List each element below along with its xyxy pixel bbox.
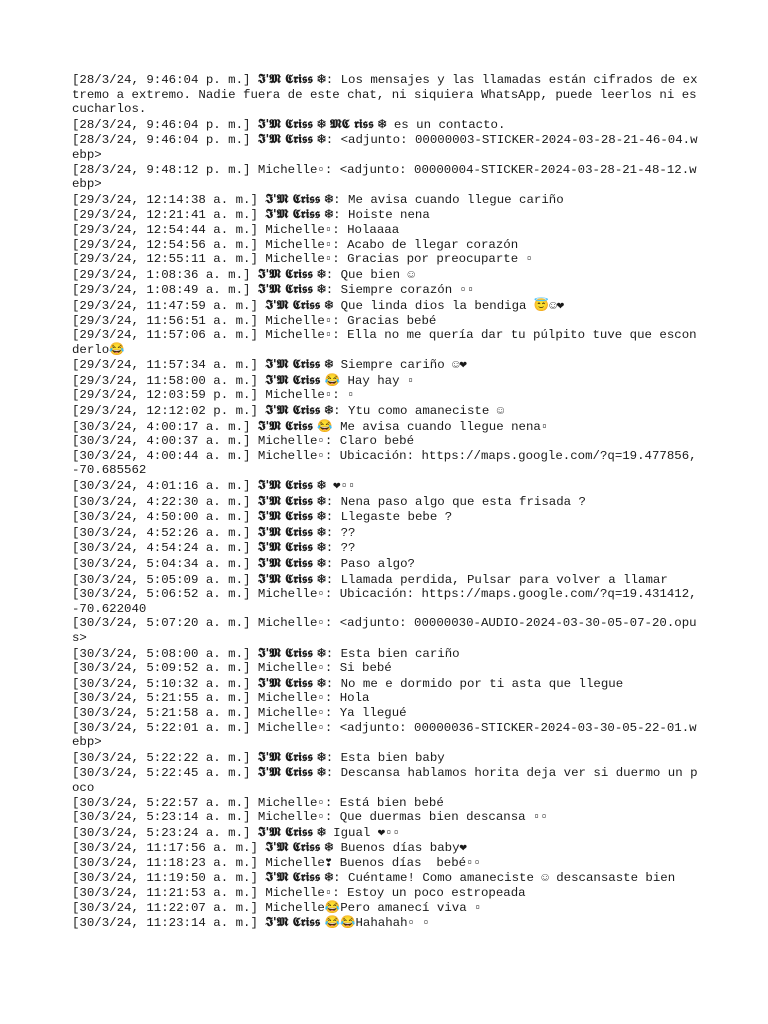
chat-line <box>72 825 702 841</box>
message-timestamp: [28/3/24, 9:46:04 p. m.] <box>72 133 251 148</box>
message-timestamp: [30/3/24, 11:22:07 a. m.] <box>72 900 258 915</box>
sender-name: 𝕴'𝕸 𝕮𝖗𝖎𝖘𝖘 ❄ <box>257 281 326 297</box>
chat-line <box>72 796 702 811</box>
message-timestamp: [30/3/24, 5:06:52 a. m.] <box>72 587 251 602</box>
sender-name: 𝕴'𝕸 𝕮𝖗𝖎𝖘𝖘 ❄ <box>257 748 326 764</box>
message-text: : ?? <box>325 525 356 540</box>
message-text: : Llamada perdida, Pulsar para volver a llamar <box>325 572 668 587</box>
message-text: Que linda dios la bendiga 😇☺❤ <box>333 298 565 313</box>
chat-line <box>72 132 702 162</box>
sender-name: 𝕴'𝕸 𝕮𝖗𝖎𝖘𝖘 ❄ <box>265 296 334 312</box>
chat-line <box>72 810 702 825</box>
chat-line <box>72 298 702 314</box>
sender-name: 𝕴'𝕸 𝕮𝖗𝖎𝖘𝖘 ❄ <box>257 508 326 524</box>
chat-line <box>72 419 702 435</box>
message-timestamp: [29/3/24, 1:08:36 a. m.] <box>72 267 251 282</box>
message-timestamp: [30/3/24, 5:04:34 a. m.] <box>72 557 251 571</box>
message-timestamp: [30/3/24, 4:00:37 a. m.] <box>72 434 251 449</box>
message-text: : <adjunto: 00000003-STICKER-2024-03-28-21-46-04.webp> <box>72 133 698 162</box>
sender-name: 𝕴'𝕸 𝕮𝖗𝖎𝖘𝖘 ❄ <box>265 190 334 206</box>
message-text: : ?? <box>325 541 356 556</box>
message-timestamp: [30/3/24, 11:18:23 a. m.] <box>72 855 258 870</box>
message-timestamp: [30/3/24, 5:21:58 a. m.] <box>72 705 251 720</box>
chat-line <box>72 750 702 766</box>
sender-name: 𝕴'𝕸 𝕮𝖗𝖎𝖘𝖘 ❄ <box>257 477 326 493</box>
message-timestamp: [29/3/24, 12:21:41 a. m.] <box>72 208 258 223</box>
chat-line <box>72 357 702 373</box>
message-text: Michelle▫: <adjunto: 00000004-STICKER-2024-03-28-21-48-12.webp> <box>72 162 697 192</box>
sender-name: 𝕴'𝕸 𝕮𝖗𝖎𝖘𝖘 ❄ <box>257 71 326 86</box>
message-text: Michelle▫: Holaaaa <box>265 222 400 237</box>
message-text: : Esta bien baby <box>325 750 445 765</box>
message-timestamp: [29/3/24, 11:58:00 a. m.] <box>72 373 258 388</box>
chat-line <box>72 117 702 133</box>
message-timestamp: [28/3/24, 9:48:12 p. m.] <box>72 162 251 177</box>
message-timestamp: [29/3/24, 11:56:51 a. m.] <box>72 313 258 328</box>
chat-line <box>72 525 702 541</box>
message-timestamp: [30/3/24, 11:21:53 a. m.] <box>72 886 258 901</box>
message-timestamp: [29/3/24, 12:12:02 p. m.] <box>72 404 258 419</box>
message-timestamp: [29/3/24, 12:55:11 a. m.] <box>72 252 258 267</box>
message-text: : Siempre corazón ▫▫ <box>325 283 475 298</box>
message-text: Michelle▫: Ubicación: https://maps.google.com/?q=19.431412,-70.622040 <box>72 587 697 616</box>
message-text: Michelle▫: Gracias bebé <box>265 313 437 328</box>
message-text: Michelle▫: Ya llegué <box>257 705 407 720</box>
chat-line <box>72 434 702 449</box>
message-text: Michelle▫: Claro bebé <box>257 434 415 449</box>
chat-line <box>72 886 702 901</box>
sender-name: 𝕴'𝕸 𝕮𝖗𝖎𝖘𝖘 ❄ <box>257 492 326 508</box>
message-text: Michelle▫: Hola <box>257 691 370 706</box>
message-timestamp: [30/3/24, 5:22:01 a. m.] <box>72 720 251 735</box>
message-text: Siempre cariño ☺❤ <box>333 358 468 373</box>
message-text: : Los mensajes y las llamadas están cifrados de extremo a extremo. Nadie fuera de este chat, ni siquiera WhatsApp, puede leerlos ni escucharlos. <box>72 73 698 117</box>
chat-line <box>72 328 702 357</box>
message-text: : Llegaste bebe ? <box>325 510 453 525</box>
chat-line <box>72 706 702 721</box>
message-text: Michelle▫: Está bien bebé <box>257 795 444 810</box>
sender-name: 𝕴'𝕸 𝕮𝖗𝖎𝖘𝖘 ❄ <box>257 523 326 539</box>
message-timestamp: [29/3/24, 11:57:06 a. m.] <box>72 328 258 343</box>
message-timestamp: [30/3/24, 5:23:14 a. m.] <box>72 810 251 825</box>
message-timestamp: [30/3/24, 4:00:17 a. m.] <box>72 419 251 434</box>
message-timestamp: [29/3/24, 11:47:59 a. m.] <box>72 298 258 313</box>
chat-line <box>72 267 702 283</box>
chat-line <box>72 449 702 478</box>
message-timestamp: [30/3/24, 11:19:50 a. m.] <box>72 871 258 886</box>
message-timestamp: [30/3/24, 5:23:24 a. m.] <box>72 825 251 840</box>
message-timestamp: [30/3/24, 4:01:16 a. m.] <box>72 479 251 494</box>
chat-line <box>72 915 702 931</box>
message-text: Igual ❤▫▫ <box>325 825 401 840</box>
chat-line <box>72 282 702 298</box>
chat-line <box>72 314 702 329</box>
chat-line <box>72 192 702 208</box>
message-text: Buenos días baby❤ <box>333 841 468 856</box>
message-text: Michelle▫: Estoy un poco estropeada <box>265 886 526 901</box>
message-text: 😂Hahahah▫ ▫ <box>340 916 430 931</box>
chat-line <box>72 494 702 510</box>
sender-name: 𝕴'𝕸 𝕮𝖗𝖎𝖘𝖘 ❄ <box>265 356 334 372</box>
message-text: Michelle▫: <adjunto: 00000036-STICKER-2024-03-30-05-22-01.webp> <box>72 720 697 750</box>
sender-name: 𝕴'𝕸 𝕮𝖗𝖎𝖘𝖘 ❄ <box>257 265 326 281</box>
message-timestamp: [29/3/24, 11:57:34 a. m.] <box>72 358 258 373</box>
chat-line <box>72 238 702 253</box>
chat-line <box>72 478 702 494</box>
message-text: : Que bien ☺ <box>325 267 415 282</box>
message-text: Michelle▫: ▫ <box>265 388 355 403</box>
message-text: : Esta bien cariño <box>325 646 460 661</box>
chat-line <box>72 163 702 192</box>
sender-name: 𝕴'𝕸 𝕮𝖗𝖎𝖘𝖘 ❄ <box>257 674 326 690</box>
sender-name: 𝕴'𝕸 𝕮𝖗𝖎𝖘𝖘 😂 <box>265 914 341 930</box>
sender-name: 𝕴'𝕸 𝕮𝖗𝖎𝖘𝖘 ❄ <box>257 644 326 660</box>
message-text: Hay hay ▫ <box>340 373 415 388</box>
message-text: Michelle😂Pero amanecí viva ▫ <box>265 900 482 915</box>
chat-line <box>72 661 702 676</box>
sender-name: 𝕴'𝕸 𝕮𝖗𝖎𝖘𝖘 😂 <box>265 371 341 387</box>
chat-line <box>72 691 702 706</box>
sender-name: 𝕴'𝕸 𝕮𝖗𝖎𝖘𝖘 ❄ <box>257 823 326 839</box>
sender-name: 𝕴'𝕸 𝕮𝖗𝖎𝖘𝖘 ❄ <box>257 570 326 586</box>
message-text: ❤▫▫ <box>325 479 356 494</box>
chat-line <box>72 252 702 267</box>
message-timestamp: [30/3/24, 5:08:00 a. m.] <box>72 646 251 661</box>
message-timestamp: [30/3/24, 4:52:26 a. m.] <box>72 525 251 540</box>
sender-name: 𝕴'𝕸 𝕮𝖗𝖎𝖘𝖘 ❄ <box>265 402 334 418</box>
chat-line <box>72 901 702 916</box>
sender-name: 𝕴'𝕸 𝕮𝖗𝖎𝖘𝖘 ❄ <box>265 869 334 885</box>
chat-line <box>72 373 702 389</box>
chat-line <box>72 556 702 572</box>
chat-line <box>72 870 702 886</box>
chat-line <box>72 646 702 662</box>
message-timestamp: [30/3/24, 4:22:30 a. m.] <box>72 494 251 509</box>
chat-line <box>72 403 702 419</box>
message-timestamp: [30/3/24, 5:07:20 a. m.] <box>72 616 251 631</box>
message-text: : Ytu como amaneciste ☺ <box>333 404 505 419</box>
message-timestamp: [30/3/24, 4:00:44 a. m.] <box>72 448 251 463</box>
chat-line <box>72 856 702 871</box>
sender-name: 𝕴'𝕸 𝕮𝖗𝖎𝖘𝖘 ❄ <box>265 206 334 222</box>
message-text: Me avisa cuando llegue nena▫ <box>332 419 549 434</box>
message-text: Michelle▫: Que duermas bien descansa ▫▫ <box>257 810 548 825</box>
chat-line <box>72 509 702 525</box>
chat-line <box>72 840 702 856</box>
message-timestamp: [30/3/24, 5:10:32 a. m.] <box>72 676 251 691</box>
sender-name: 𝕴'𝕸 𝕮𝖗𝖎𝖘𝖘 ❄ <box>257 131 326 147</box>
chat-line <box>72 540 702 556</box>
chat-line <box>72 572 702 588</box>
message-text: Michelle❣ Buenos días bebé▫▫ <box>265 855 481 870</box>
sender-name: 𝕴'𝕸 𝕮𝖗𝖎𝖘𝖘 ❄ <box>257 555 326 570</box>
message-timestamp: [29/3/24, 12:54:44 a. m.] <box>72 222 258 237</box>
chat-line <box>72 721 702 750</box>
message-text: : Paso algo? <box>325 557 415 571</box>
message-timestamp: [28/3/24, 9:46:04 p. m.] <box>72 73 251 87</box>
message-timestamp: [28/3/24, 9:46:04 p. m.] <box>72 117 251 132</box>
chat-line <box>72 676 702 692</box>
sender-name: 𝕴'𝕸 𝕮𝖗𝖎𝖘𝖘 ❄ <box>265 839 334 855</box>
message-timestamp: [29/3/24, 1:08:49 a. m.] <box>72 283 251 298</box>
message-text: : Cuéntame! Como amaneciste ☺ descansaste bien <box>333 871 676 886</box>
message-timestamp: [30/3/24, 11:23:14 a. m.] <box>72 916 258 931</box>
message-text: Michelle▫: Gracias por preocuparte ▫ <box>265 252 534 267</box>
message-text: es un contacto. <box>386 117 506 132</box>
message-text: Michelle▫: <adjunto: 00000030-AUDIO-2024-03-30-05-07-20.opus> <box>72 616 697 645</box>
sender-name: 𝕴'𝕸 𝕮𝖗𝖎𝖘𝖘 ❄ <box>257 539 326 555</box>
sender-name: 𝕴'𝕸 𝕮𝖗𝖎𝖘𝖘 😂 <box>257 417 333 433</box>
chat-line <box>72 207 702 223</box>
message-timestamp: [30/3/24, 5:09:52 a. m.] <box>72 661 251 676</box>
message-text: : Me avisa cuando llegue cariño <box>333 192 564 207</box>
sender-name: 𝕴'𝕸 𝕮𝖗𝖎𝖘𝖘 ❄ <box>257 764 326 780</box>
message-timestamp: [30/3/24, 4:50:00 a. m.] <box>72 510 251 525</box>
chat-line <box>72 72 702 117</box>
message-timestamp: [30/3/24, 5:22:57 a. m.] <box>72 795 251 810</box>
message-timestamp: [30/3/24, 5:22:45 a. m.] <box>72 766 251 781</box>
chat-line <box>72 587 702 616</box>
message-text: Michelle▫: Ella no me quería dar tu púlpito tuve que esconderlo😂 <box>72 328 697 357</box>
message-text: : No me e dormido por ti asta que llegue <box>325 676 624 691</box>
message-timestamp: [29/3/24, 12:54:56 a. m.] <box>72 237 258 252</box>
message-text: Michelle▫: Si bebé <box>257 661 392 676</box>
message-timestamp: [30/3/24, 5:22:22 a. m.] <box>72 750 251 765</box>
message-timestamp: [30/3/24, 5:05:09 a. m.] <box>72 572 251 587</box>
chat-line <box>72 765 702 795</box>
message-text: Michelle▫: Acabo de llegar corazón <box>265 237 519 252</box>
message-timestamp: [29/3/24, 12:03:59 p. m.] <box>72 388 258 403</box>
message-text: : Nena paso algo que esta frisada ? <box>325 494 586 509</box>
message-text: Michelle▫: Ubicación: https://maps.google.com/?q=19.477856,-70.685562 <box>72 448 697 478</box>
message-text: : Descansa hablamos horita deja ver si duermo un poco <box>72 766 698 795</box>
message-timestamp: [30/3/24, 5:21:55 a. m.] <box>72 691 251 706</box>
message-timestamp: [29/3/24, 12:14:38 a. m.] <box>72 192 258 207</box>
chat-line <box>72 616 702 645</box>
chat-transcript <box>72 72 702 931</box>
chat-line <box>72 388 702 403</box>
message-text: : Hoiste nena <box>333 208 430 223</box>
chat-line <box>72 223 702 238</box>
message-timestamp: [30/3/24, 11:17:56 a. m.] <box>72 841 258 856</box>
message-timestamp: [30/3/24, 4:54:24 a. m.] <box>72 541 251 556</box>
sender-name: 𝕴'𝕸 𝕮𝖗𝖎𝖘𝖘 ❄ 𝕸𝕮 𝖗𝖎𝖘𝖘 ❄ <box>257 115 387 131</box>
